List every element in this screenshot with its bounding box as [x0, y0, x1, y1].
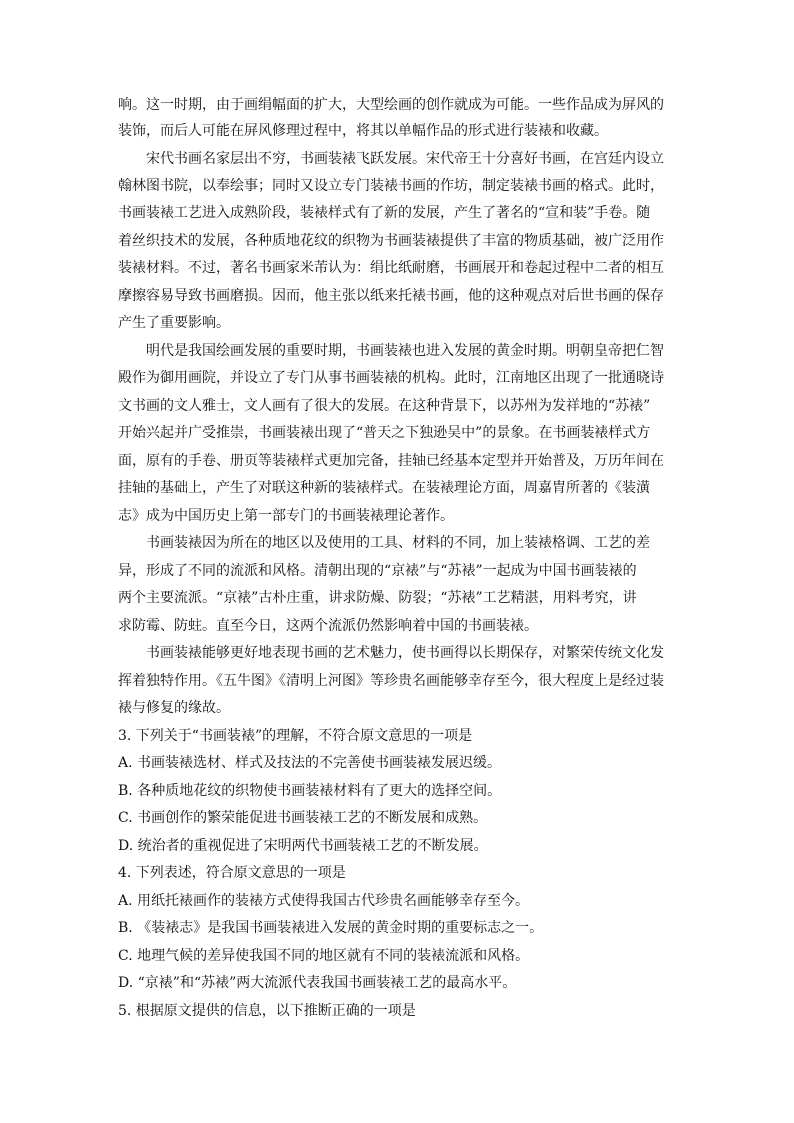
option-4a: A. 用纸托裱画作的装裱方式使得我国古代珍贵名画能够幸存至今。 — [118, 893, 530, 909]
text-line: 面，原有的手卷、册页等装裱样式更加完备，挂轴已经基本定型并开始普及，万历年间在 — [118, 453, 664, 469]
text-line: 异，形成了不同的流派和风格。清朝出现的“京裱”与“苏裱”一起成为中国书画装裱的 — [118, 563, 637, 579]
option-3b: B. 各种质地花纹的织物使书画装裱材料有了更大的选择空间。 — [118, 783, 502, 799]
text-line: 产生了重要影响。 — [118, 315, 230, 331]
text-line: 翰林图书院，以奉绘事；同时又设立专门装裱书画的作坊，制定装裱书画的格式。此时， — [118, 178, 664, 194]
text-line: 装裱材料。不过，著名书画家米芾认为：绢比纸耐磨，书画展开和卷起过程中二者的相互 — [118, 260, 664, 276]
text-line: 求防霉、防蛀。直至今日，这两个流派仍然影响着中国的书画装裱。 — [118, 618, 538, 634]
paragraph-start: 书画装裱因为所在的地区以及使用的工具、材料的不同，加上装裱格调、工艺的差 — [146, 535, 650, 551]
option-4c: C. 地理气候的差异使我国不同的地区就有不同的装裱流派和风格。 — [118, 948, 530, 964]
text-line: 书画装裱工艺进入成熟阶段，装裱样式有了新的发展，产生了著名的“宣和装”手卷。随 — [118, 205, 651, 221]
text-line: 挂轴的基础上，产生了对联这种新的装裱样式。在装裱理论方面，周嘉胄所著的《装潢 — [118, 480, 650, 496]
option-3a: A. 书画装裱选材、样式及技法的不完善使书画装裱发展迟缓。 — [118, 755, 502, 771]
paragraph-start: 书画装裱能够更好地表现书画的艺术魅力，使书画得以长期保存，对繁荣传统文化发 — [146, 645, 664, 661]
question-4: 4. 下列表述，符合原文意思的一项是 — [118, 865, 346, 881]
option-3d: D. 统治者的重视促进了宋明两代书画装裱工艺的不断发展。 — [118, 838, 488, 854]
paragraph-start: 宋代书画名家层出不穷，书画装裱飞跃发展。宋代帝王十分喜好书画，在宫廷内设立 — [146, 151, 664, 167]
paragraph-start: 明代是我国绘画发展的重要时期，书画装裱也进入发展的黄金时期。明朝皇帝把仁智 — [146, 343, 664, 359]
text-line: 响。这一时期，由于画绢幅面的扩大，大型绘画的创作就成为可能。一些作品成为屏风的 — [118, 97, 664, 113]
text-line: 着丝织技术的发展，各种质地花纹的织物为书画装裱提供了丰富的物质基础，被广泛用作 — [118, 233, 664, 249]
text-line: 摩擦容易导致书画磨损。因而，他主张以纸来托裱书画，他的这种观点对后世书画的保存 — [118, 288, 664, 304]
text-line: 开始兴起并广受推崇，书画装裱出现了“普天之下独逊吴中”的景象。在书画装裱样式方 — [118, 425, 651, 441]
text-line: 文书画的文人雅士，文人画有了很大的发展。在这种背景下，以苏州为发祥地的“苏裱” — [118, 398, 651, 414]
option-3c: C. 书画创作的繁荣能促进书画装裱工艺的不断发展和成熟。 — [118, 810, 488, 826]
text-line: 两个主要流派。“京裱”古朴庄重，讲求防燥、防裂；“苏裱”工艺精湛，用料考究，讲 — [118, 590, 637, 606]
text-line: 殿作为御用画院，并设立了专门从事书画装裱的机构。此时，江南地区出现了一批通晓诗 — [118, 370, 664, 386]
text-line: 装饰，而后人可能在屏风修理过程中，将其以单幅作品的形式进行装裱和收藏。 — [118, 123, 608, 139]
option-4d: D. “京裱”和“苏裱”两大流派代表我国书画装裱工艺的最高水平。 — [118, 975, 517, 991]
question-5: 5. 根据原文提供的信息，以下推断正确的一项是 — [118, 1003, 416, 1019]
option-4b: B. 《装裱志》是我国书画装裱进入发展的黄金时期的重要标志之一。 — [118, 920, 544, 936]
question-3: 3. 下列关于“书画装裱”的理解，不符合原文意思的一项是 — [118, 728, 473, 744]
text-line: 志》成为中国历史上第一部专门的书画装裱理论著作。 — [118, 508, 454, 524]
text-line: 裱与修复的缘故。 — [118, 700, 230, 716]
text-line: 挥着独特作用。《五牛图》《清明上河图》等珍贵名画能够幸存至今，很大程度上是经过装 — [118, 673, 664, 689]
